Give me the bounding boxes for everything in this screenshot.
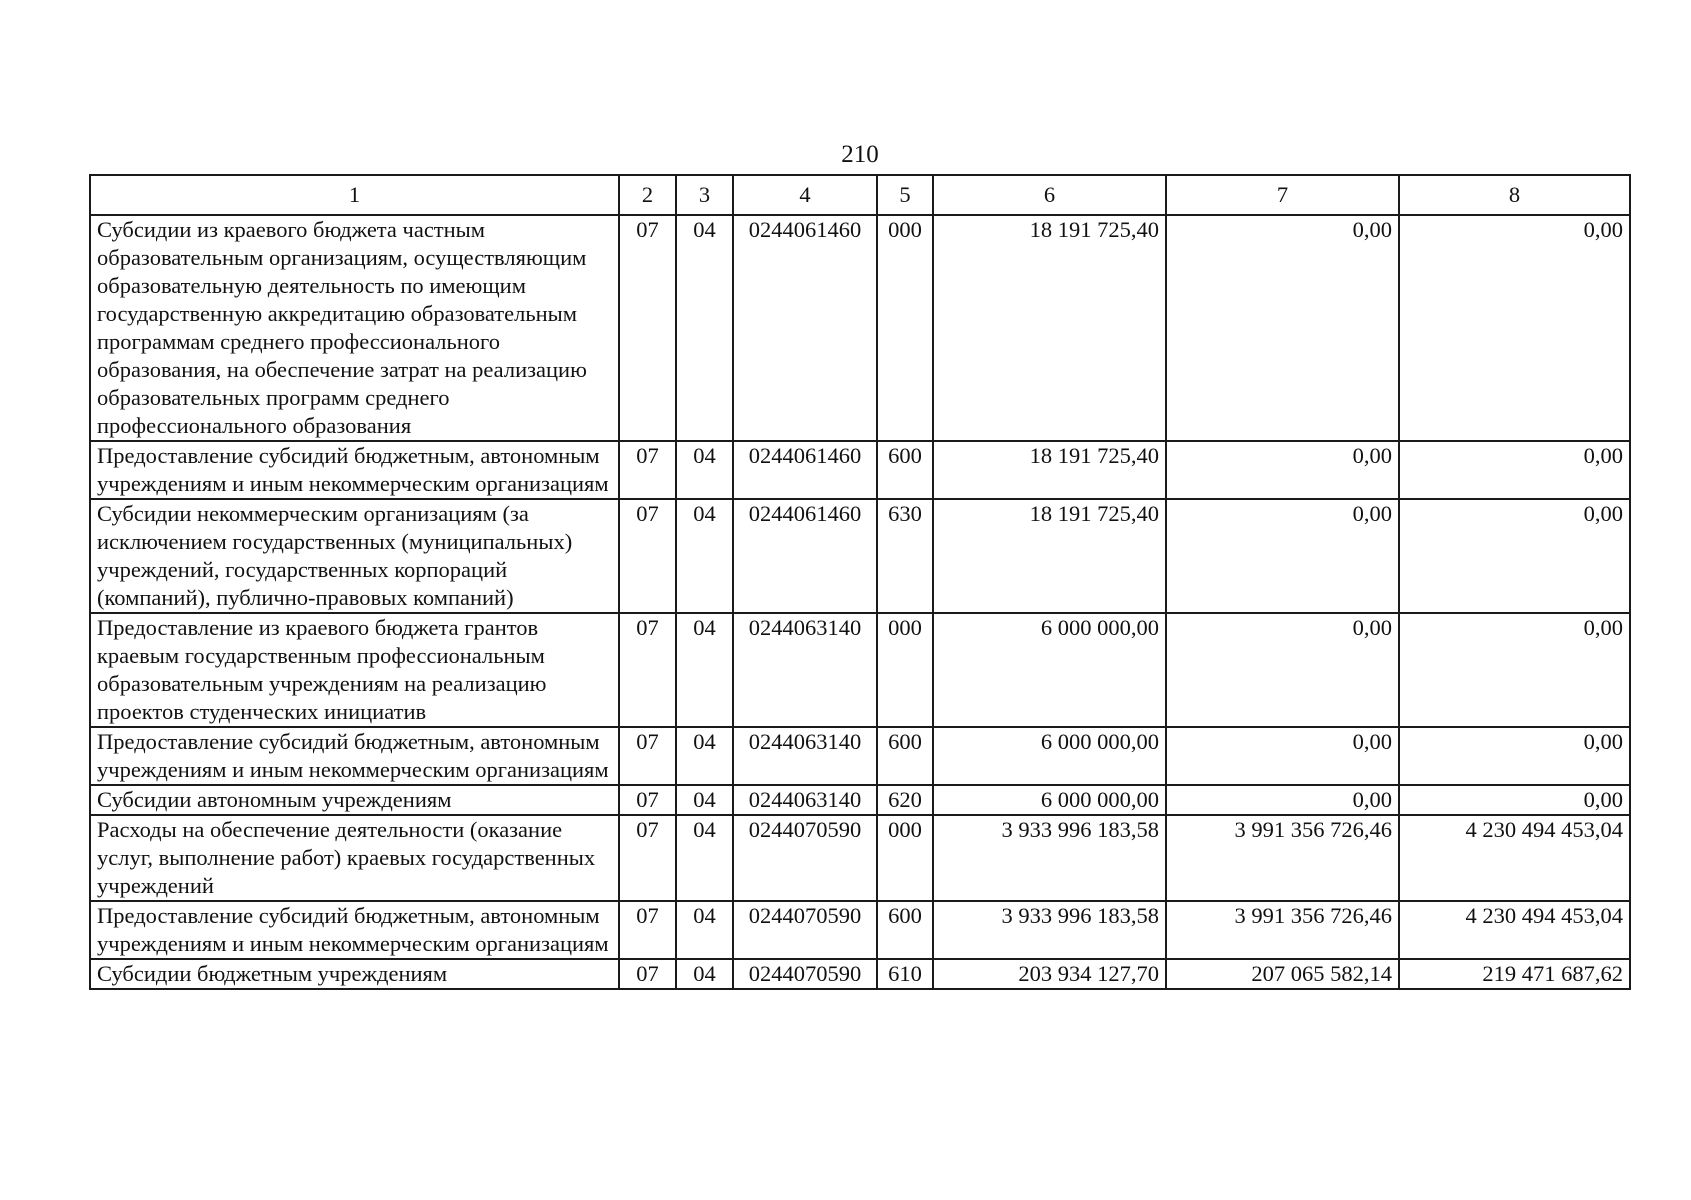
- table-row: [90, 959, 1630, 989]
- amount-col6: 18 191 725,40: [933, 215, 1166, 441]
- amount-col8: 0,00: [1399, 441, 1630, 499]
- target-article-code: 0244070590: [733, 901, 877, 959]
- table-row: [90, 785, 1630, 815]
- amount-col7: 0,00: [1166, 785, 1399, 815]
- row-name: Предоставление из краевого бюджета грантов краевым государственным профессиональным образовательным учреждениям на реализацию проектов студенческих инициатив: [90, 613, 619, 727]
- expense-type-code: 000: [877, 815, 933, 901]
- target-article-code: 0244070590: [733, 815, 877, 901]
- amount-col6: 6 000 000,00: [933, 785, 1166, 815]
- section-code: 07: [619, 785, 676, 815]
- column-header: 5: [877, 175, 933, 215]
- amount-col8: 0,00: [1399, 727, 1630, 785]
- amount-col8: 219 471 687,62: [1399, 959, 1630, 989]
- section-code: 07: [619, 959, 676, 989]
- section-code: 07: [619, 901, 676, 959]
- table-row: [90, 727, 1630, 785]
- table-row: [90, 613, 1630, 727]
- amount-col6: 18 191 725,40: [933, 441, 1166, 499]
- header-row: [90, 175, 1630, 215]
- subsection-code: 04: [676, 613, 733, 727]
- table-row: [90, 499, 1630, 613]
- section-code: 07: [619, 441, 676, 499]
- section-code: 07: [619, 815, 676, 901]
- target-article-code: 0244061460: [733, 215, 877, 441]
- subsection-code: 04: [676, 215, 733, 441]
- amount-col7: 207 065 582,14: [1166, 959, 1399, 989]
- amount-col6: 3 933 996 183,58: [933, 901, 1166, 959]
- target-article-code: 0244063140: [733, 727, 877, 785]
- amount-col8: 0,00: [1399, 785, 1630, 815]
- amount-col8: 4 230 494 453,04: [1399, 901, 1630, 959]
- amount-col6: 6 000 000,00: [933, 727, 1166, 785]
- row-name: Субсидии некоммерческим организациям (за исключением государственных (муниципальных) учреждений, государственных корпораций (компаний), публично-правовых компаний): [90, 499, 619, 613]
- column-header: 6: [933, 175, 1166, 215]
- amount-col7: 0,00: [1166, 499, 1399, 613]
- amount-col8: 0,00: [1399, 613, 1630, 727]
- row-name: Предоставление субсидий бюджетным, автономным учреждениям и иным некоммерческим организациям: [90, 727, 619, 785]
- table-row: [90, 215, 1630, 441]
- expense-type-code: 600: [877, 441, 933, 499]
- expense-type-code: 000: [877, 215, 933, 441]
- amount-col8: 0,00: [1399, 215, 1630, 441]
- expense-type-code: 610: [877, 959, 933, 989]
- target-article-code: 0244063140: [733, 613, 877, 727]
- subsection-code: 04: [676, 901, 733, 959]
- page-number: 210: [841, 141, 879, 168]
- section-code: 07: [619, 727, 676, 785]
- amount-col7: 0,00: [1166, 727, 1399, 785]
- amount-col7: 3 991 356 726,46: [1166, 901, 1399, 959]
- row-name: Субсидии бюджетным учреждениям: [90, 959, 619, 989]
- row-name: Предоставление субсидий бюджетным, автономным учреждениям и иным некоммерческим организациям: [90, 441, 619, 499]
- expense-type-code: 600: [877, 901, 933, 959]
- column-header: 7: [1166, 175, 1399, 215]
- target-article-code: 0244070590: [733, 959, 877, 989]
- expense-type-code: 000: [877, 613, 933, 727]
- expense-type-code: 630: [877, 499, 933, 613]
- table-row: [90, 441, 1630, 499]
- target-article-code: 0244063140: [733, 785, 877, 815]
- subsection-code: 04: [676, 727, 733, 785]
- column-header: 2: [619, 175, 676, 215]
- amount-col6: 18 191 725,40: [933, 499, 1166, 613]
- row-name: Субсидии автономным учреждениям: [90, 785, 619, 815]
- subsection-code: 04: [676, 959, 733, 989]
- subsection-code: 04: [676, 815, 733, 901]
- subsection-code: 04: [676, 441, 733, 499]
- subsection-code: 04: [676, 785, 733, 815]
- amount-col8: 0,00: [1399, 499, 1630, 613]
- amount-col7: 0,00: [1166, 613, 1399, 727]
- amount-col7: 0,00: [1166, 441, 1399, 499]
- amount-col7: 0,00: [1166, 215, 1399, 441]
- column-header: 1: [90, 175, 619, 215]
- section-code: 07: [619, 613, 676, 727]
- section-code: 07: [619, 215, 676, 441]
- row-name: Субсидии из краевого бюджета частным образовательным организациям, осуществляющим образовательную деятельность по имеющим государственную аккредитацию образовательным программам среднего профессионального образования, на обеспечение затрат на реализацию образовательных программ среднего профессионального образования: [90, 215, 619, 441]
- column-header: 8: [1399, 175, 1630, 215]
- expense-type-code: 600: [877, 727, 933, 785]
- amount-col6: 6 000 000,00: [933, 613, 1166, 727]
- amount-col8: 4 230 494 453,04: [1399, 815, 1630, 901]
- section-code: 07: [619, 499, 676, 613]
- row-name: Предоставление субсидий бюджетным, автономным учреждениям и иным некоммерческим организациям: [90, 901, 619, 959]
- target-article-code: 0244061460: [733, 499, 877, 613]
- row-name: Расходы на обеспечение деятельности (оказание услуг, выполнение работ) краевых государственных учреждений: [90, 815, 619, 901]
- budget-table: [89, 174, 1631, 990]
- amount-col6: 203 934 127,70: [933, 959, 1166, 989]
- column-header: 4: [733, 175, 877, 215]
- amount-col7: 3 991 356 726,46: [1166, 815, 1399, 901]
- amount-col6: 3 933 996 183,58: [933, 815, 1166, 901]
- table-row: [90, 815, 1630, 901]
- target-article-code: 0244061460: [733, 441, 877, 499]
- table-row: [90, 901, 1630, 959]
- subsection-code: 04: [676, 499, 733, 613]
- expense-type-code: 620: [877, 785, 933, 815]
- column-header: 3: [676, 175, 733, 215]
